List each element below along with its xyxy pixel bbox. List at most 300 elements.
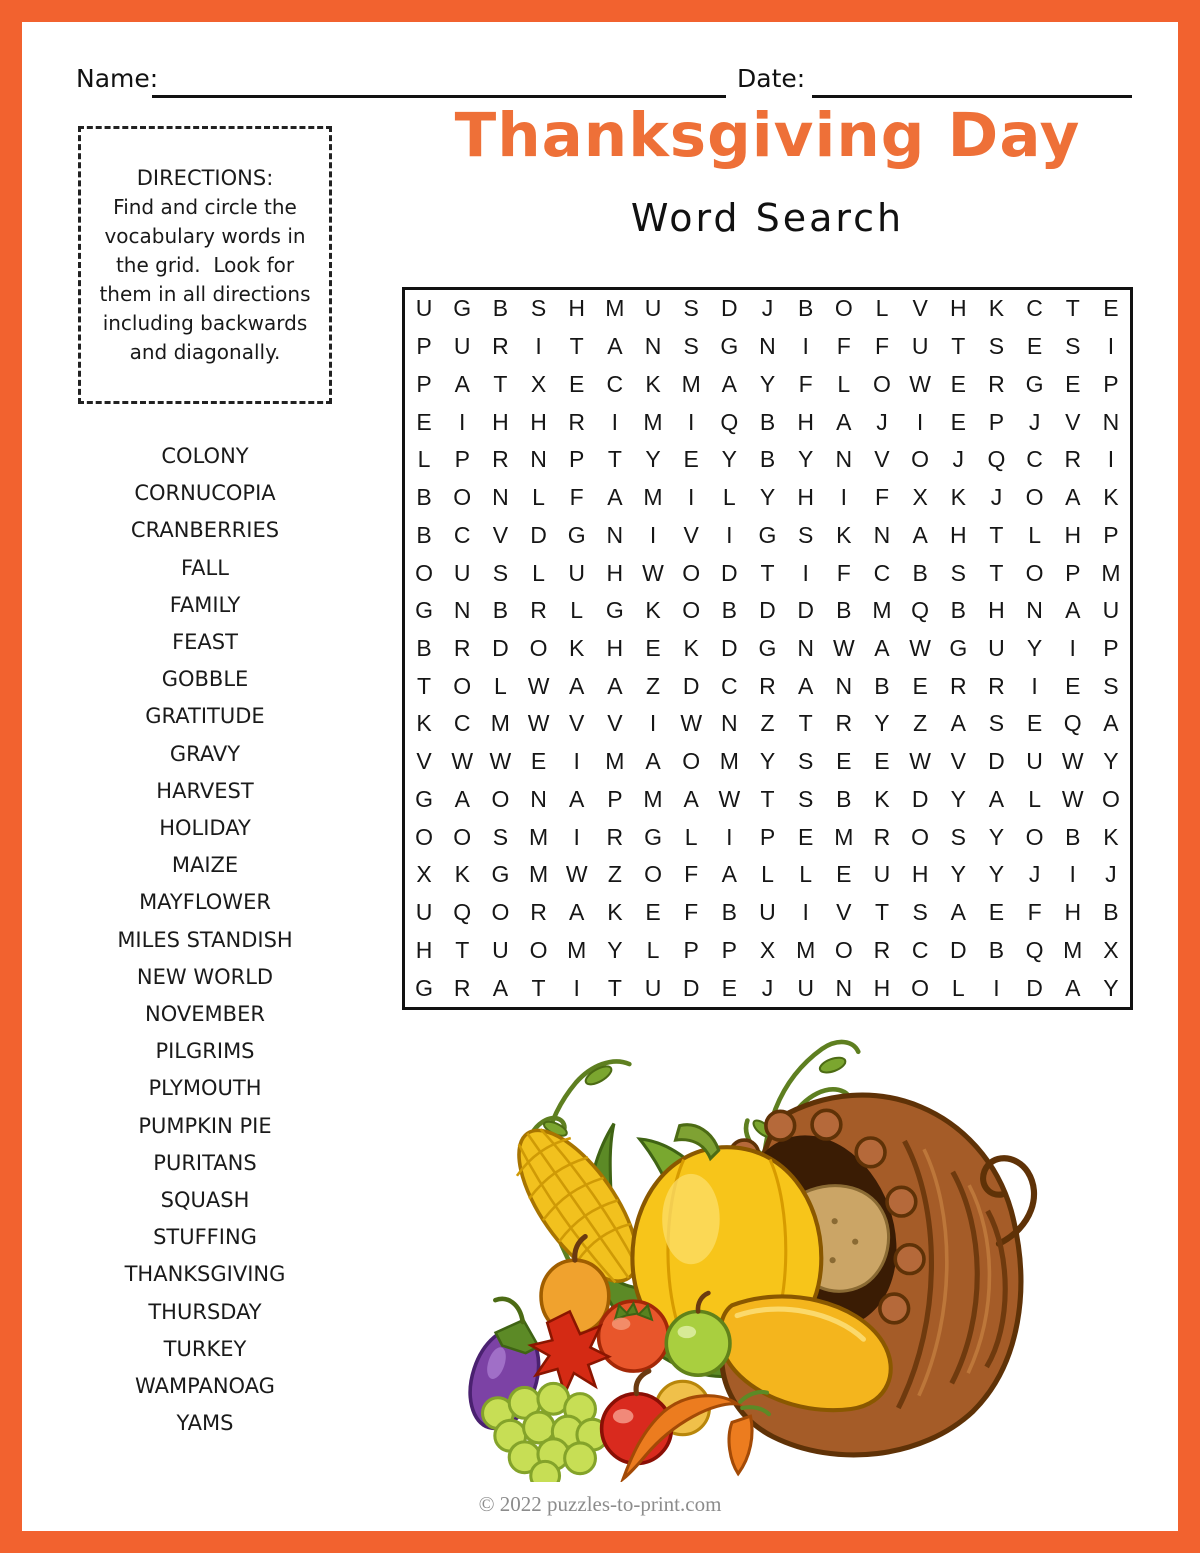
grid-letter: B [1065, 823, 1081, 850]
grid-letter: T [569, 333, 584, 360]
grid-letter: V [1065, 408, 1081, 435]
grid-letter: A [1103, 710, 1119, 737]
grid-letter: J [1028, 861, 1041, 888]
grid-letter: J [761, 974, 774, 1001]
grid-letter: Y [759, 370, 776, 397]
date-field-label: Date: [737, 64, 806, 93]
grid-letter: S [683, 295, 699, 322]
grid-letter: E [645, 899, 661, 926]
grid-letter: A [492, 974, 509, 1001]
grid-letter: O [911, 823, 930, 850]
grid-letter: K [645, 597, 661, 624]
grid-letter: E [1026, 333, 1043, 360]
grid-letter: Z [913, 710, 928, 737]
grid-letter: B [988, 936, 1005, 963]
grid-letter: B [492, 295, 509, 322]
grid-letter: W [909, 634, 931, 661]
grid-letter: N [759, 333, 776, 360]
grid-letter: C [453, 710, 471, 737]
grid-letter: W [909, 748, 931, 775]
grid-letter: G [567, 521, 586, 548]
grid-letter: W [489, 748, 512, 775]
page-subtitle: Word Search [630, 196, 905, 240]
word-list-item: TURKEY [163, 1336, 247, 1361]
grid-letter: Y [1026, 634, 1043, 661]
grid-letter: G [605, 597, 624, 624]
grid-letter: K [1103, 823, 1119, 850]
page-title: Thanksgiving Day [454, 100, 1081, 171]
grid-letter: M [681, 370, 701, 397]
grid-letter: S [492, 823, 509, 850]
grid-letter: A [683, 785, 699, 812]
word-list-item: MAYFLOWER [139, 890, 271, 915]
grid-letter: A [912, 521, 928, 548]
grid-letter: V [607, 710, 623, 737]
grid-letter: O [491, 899, 510, 926]
grid-letter: U [988, 634, 1005, 661]
word-list-item: THURSDAY [148, 1299, 262, 1324]
grid-letter: O [834, 936, 853, 963]
grid-letter: Y [988, 861, 1005, 888]
grid-letter: I [535, 333, 542, 360]
grid-letter: Y [797, 446, 814, 473]
grid-letter: O [453, 823, 472, 850]
grid-letter: T [951, 333, 966, 360]
grid-letter: I [1107, 446, 1115, 473]
grid-letter: U [911, 333, 929, 360]
grid-letter: K [1103, 484, 1119, 511]
word-list-item: PUMPKIN PIE [138, 1113, 272, 1138]
grid-letter: F [874, 333, 889, 360]
grid-letter: H [949, 521, 967, 548]
grid-letter: U [415, 899, 433, 926]
grid-letter: S [797, 521, 814, 548]
grid-letter: B [836, 785, 852, 812]
grid-letter: I [993, 974, 1000, 1001]
grid-letter: M [796, 936, 816, 963]
grid-letter: T [798, 710, 813, 737]
grid-letter: A [454, 785, 470, 812]
grid-letter: A [988, 785, 1005, 812]
grid-letter: O [415, 823, 434, 850]
grid-letter: V [950, 748, 966, 775]
word-list-item: FALL [181, 555, 229, 580]
grid-letter: T [874, 899, 889, 926]
grid-letter: I [649, 521, 657, 548]
grid-letter: L [1028, 785, 1041, 812]
grid-letter: A [569, 785, 585, 812]
grid-letter: T [989, 559, 1004, 586]
date-input-line[interactable] [812, 95, 1132, 98]
grid-letter: M [528, 861, 549, 888]
grid-letter: U [759, 899, 776, 926]
grid-letter: I [802, 559, 809, 586]
grid-letter: R [568, 408, 586, 435]
grid-letter: X [1103, 936, 1119, 963]
grid-letter: N [492, 484, 509, 511]
grid-letter: F [798, 370, 813, 397]
grid-letter: B [416, 521, 432, 548]
grid-letter: V [683, 521, 699, 548]
grid-letter: T [607, 974, 622, 1001]
grid-letter: E [721, 974, 737, 1001]
grid-letter: B [836, 597, 852, 624]
grid-letter: J [990, 484, 1003, 511]
grid-letter: I [916, 408, 924, 435]
grid-letter: O [682, 597, 701, 624]
word-list-item: HOLIDAY [159, 816, 251, 841]
grid-letter: D [949, 936, 967, 963]
word-list-item: GRAVY [169, 741, 241, 766]
grid-letter: D [721, 559, 738, 586]
grid-letter: T [989, 521, 1004, 548]
grid-letter: K [988, 295, 1005, 322]
grid-letter: Y [1103, 974, 1119, 1001]
grid-letter: U [644, 974, 662, 1001]
grid-letter: F [1027, 899, 1042, 926]
grid-letter: P [569, 446, 585, 473]
grid-letter: P [721, 936, 737, 963]
grid-letter: Y [759, 484, 776, 511]
word-list [70, 438, 340, 1442]
grid-letter: L [761, 861, 774, 888]
grid-letter: A [836, 408, 852, 435]
grid-letter: H [911, 861, 929, 888]
grid-letter: F [836, 559, 851, 586]
grid-letter: L [722, 484, 736, 511]
word-list-item: GOBBLE [161, 667, 249, 692]
grid-letter: E [797, 823, 814, 850]
grid-letter: Y [950, 785, 966, 812]
grid-letter: T [531, 974, 546, 1001]
grid-letter: L [1028, 521, 1041, 548]
grid-letter: R [1064, 446, 1082, 473]
footer-copyright: © 2022 puzzles-to-print.com [478, 1492, 722, 1516]
grid-letter: M [643, 484, 663, 511]
grid-letter: X [530, 370, 547, 397]
grid-letter: U [492, 936, 509, 963]
grid-letter: L [417, 446, 431, 473]
grid-letter: H [1064, 899, 1082, 926]
grid-letter: R [988, 672, 1005, 699]
grid-letter: G [758, 521, 777, 548]
grid-letter: U [873, 861, 891, 888]
grid-letter: I [726, 823, 733, 850]
word-list-item: FEAST [172, 630, 238, 655]
grid-letter: I [573, 823, 580, 850]
grid-letter: R [530, 899, 547, 926]
grid-letter: B [759, 408, 776, 435]
grid-letter: W [1061, 748, 1084, 775]
grid-letter: Y [1103, 748, 1119, 775]
grid-letter: M [490, 710, 510, 737]
grid-letter: S [797, 748, 814, 775]
grid-letter: G [491, 861, 510, 888]
grid-letter: Y [645, 446, 661, 473]
grid-letter: W [527, 710, 550, 737]
grid-letter: A [721, 370, 737, 397]
grid-letter: E [1065, 370, 1081, 397]
grid-letter: M [567, 936, 587, 963]
grid-letter: S [950, 823, 966, 850]
grid-letter: T [493, 370, 508, 397]
grid-letter: H [1064, 521, 1082, 548]
word-list-item: NEW WORLD [136, 964, 274, 989]
grid-letter: E [1026, 710, 1043, 737]
grid-letter: O [453, 672, 472, 699]
grid-letter: E [912, 672, 928, 699]
grid-letter: E [836, 748, 852, 775]
grid-letter: O [1101, 785, 1120, 812]
grid-letter: B [721, 899, 737, 926]
grid-letter: U [453, 559, 471, 586]
grid-letter: K [950, 484, 966, 511]
grid-letter: V [569, 710, 585, 737]
grid-letter: V [492, 521, 509, 548]
grid-letter: D [682, 974, 700, 1001]
grid-letter: G [644, 823, 662, 850]
grid-letter: N [797, 634, 814, 661]
grid-letter: E [683, 446, 699, 473]
grid-letter: A [569, 672, 585, 699]
grid-letter: O [834, 295, 853, 322]
grid-letter: D [682, 672, 700, 699]
grid-letter: U [453, 333, 471, 360]
grid-letter: M [643, 408, 663, 435]
grid-letter: T [417, 672, 432, 699]
grid-letter: P [759, 823, 776, 850]
grid-letter: P [416, 370, 432, 397]
grid-letter: W [642, 559, 664, 586]
grid-letter: L [570, 597, 584, 624]
word-list-item: COLONY [161, 444, 249, 468]
word-list-item: CORNUCOPIA [134, 481, 276, 506]
grid-letter: P [1103, 634, 1119, 661]
word-list-item: NOVEMBER [145, 1002, 265, 1027]
grid-letter: N [453, 597, 471, 624]
grid-letter: B [912, 559, 928, 586]
grid-letter: B [950, 597, 966, 624]
grid-letter: A [607, 333, 623, 360]
grid-letter: K [683, 634, 699, 661]
grid-letter: E [1103, 295, 1119, 322]
grid-letter: S [530, 295, 547, 322]
grid-letter: M [872, 597, 892, 624]
grid-letter: I [687, 484, 695, 511]
grid-letter: R [759, 672, 776, 699]
grid-letter: W [832, 634, 855, 661]
grid-letter: C [453, 521, 471, 548]
grid-letter: I [573, 748, 580, 775]
grid-letter: V [912, 295, 928, 322]
grid-letter: Q [453, 899, 472, 926]
grid-letter: O [415, 559, 434, 586]
grid-letter: R [530, 597, 547, 624]
grid-letter: A [797, 672, 814, 699]
grid-letter: A [1065, 974, 1081, 1001]
grid-letter: J [1105, 861, 1117, 888]
grid-letter: E [645, 634, 661, 661]
grid-letter: F [836, 333, 851, 360]
grid-letter: O [911, 974, 930, 1001]
grid-letter: J [952, 446, 965, 473]
grid-letter: L [951, 974, 965, 1001]
grid-letter: W [1061, 785, 1084, 812]
grid-letter: H [988, 597, 1005, 624]
tomato-icon [599, 1301, 669, 1371]
grid-letter: O [529, 936, 548, 963]
grid-letter: I [1069, 634, 1076, 661]
letter-grid [402, 287, 1133, 1010]
grid-letter: W [451, 748, 474, 775]
grid-letter: M [605, 295, 625, 322]
grid-letter: J [876, 408, 888, 435]
grid-letter: W [527, 672, 550, 699]
grid-letter: U [415, 295, 433, 322]
grid-letter: A [950, 899, 966, 926]
grid-letter: R [988, 370, 1005, 397]
grid-letter: A [1065, 597, 1081, 624]
grid-letter: D [492, 634, 509, 661]
grid-letter: L [799, 861, 813, 888]
grid-letter: V [836, 899, 852, 926]
grid-letter: L [646, 936, 660, 963]
name-field-label: Name: [76, 64, 159, 93]
grid-letter: E [569, 370, 585, 397]
grid-letter: C [606, 370, 624, 397]
grid-letter: T [455, 936, 470, 963]
grid-letter: D [721, 295, 738, 322]
grid-letter: Q [1025, 936, 1044, 963]
grid-letter: P [683, 936, 699, 963]
grid-letter: S [988, 333, 1005, 360]
directions-box [78, 126, 332, 404]
grid-letter: O [1025, 484, 1044, 511]
grid-letter: S [912, 899, 928, 926]
grid-letter: P [1103, 370, 1119, 397]
grid-letter: Z [607, 861, 622, 888]
grid-letter: B [416, 484, 432, 511]
grid-letter: M [834, 823, 854, 850]
grid-letter: K [874, 785, 890, 812]
grid-letter: E [836, 861, 852, 888]
grid-letter: E [950, 408, 966, 435]
grid-letter: M [1101, 559, 1121, 586]
grid-letter: N [1102, 408, 1120, 435]
grid-letter: G [453, 295, 472, 322]
cornucopia-illustration [424, 1026, 1040, 1482]
grid-letter: E [874, 748, 890, 775]
grid-letter: A [950, 710, 966, 737]
grid-letter: G [415, 597, 434, 624]
grid-letter: L [532, 484, 545, 511]
grid-letter: G [1025, 370, 1044, 397]
grid-letter: O [873, 370, 891, 397]
grid-letter: W [718, 785, 741, 812]
grid-letter: S [492, 559, 509, 586]
grid-letter: O [682, 748, 701, 775]
grid-letter: F [874, 484, 889, 511]
grid-letter: N [721, 710, 738, 737]
grid-letter: L [837, 370, 851, 397]
grid-letter: L [493, 672, 507, 699]
grid-letter: O [491, 785, 510, 812]
grid-letter: S [1065, 333, 1081, 360]
word-list-item: PILGRIMS [155, 1039, 255, 1064]
grid-letter: K [416, 710, 432, 737]
grid-letter: A [645, 748, 661, 775]
grid-letter: S [988, 710, 1005, 737]
grid-letter: P [454, 446, 470, 473]
grid-letter: I [573, 974, 580, 1001]
word-list-item: THANKSGIVING [124, 1262, 286, 1287]
grid-letter: S [1103, 672, 1119, 699]
word-list-item: MAIZE [171, 853, 239, 878]
directions-text: Find and circle the vocabulary words in the grid. Look for them in all directions including backwards and diagonally. [99, 194, 317, 364]
grid-letter: O [682, 559, 701, 586]
grid-letter: I [649, 710, 657, 737]
name-input-line[interactable] [152, 95, 726, 98]
grid-letter: T [760, 785, 775, 812]
grid-letter: V [416, 748, 432, 775]
grid-letter: K [836, 521, 852, 548]
grid-letter: R [873, 823, 891, 850]
grid-letter: E [530, 748, 547, 775]
grid-letter: X [912, 484, 928, 511]
grid-letter: K [569, 634, 585, 661]
grid-letter: Q [911, 597, 930, 624]
grid-letter: D [530, 521, 547, 548]
grid-letter: I [611, 408, 619, 435]
grid-letter: A [874, 634, 890, 661]
grid-letter: I [1069, 861, 1076, 888]
grid-letter: A [607, 672, 623, 699]
grid-letter: Y [607, 936, 623, 963]
grid-letter: A [1065, 484, 1081, 511]
grid-letter: I [687, 408, 695, 435]
grid-letter: I [459, 408, 466, 435]
grid-letter: B [797, 295, 814, 322]
grid-letter: M [605, 748, 625, 775]
grid-letter: N [1026, 597, 1043, 624]
grid-letter: B [721, 597, 737, 624]
grid-letter: N [644, 333, 662, 360]
grid-letter: R [606, 823, 624, 850]
grid-letter: I [840, 484, 847, 511]
word-list-item: SQUASH [160, 1188, 250, 1213]
grid-letter: U [568, 559, 586, 586]
grid-letter: Q [987, 446, 1006, 473]
grid-letter: A [454, 370, 470, 397]
grid-letter: E [988, 899, 1005, 926]
grid-letter: M [643, 785, 663, 812]
grid-letter: A [721, 861, 737, 888]
grid-letter: H [606, 634, 624, 661]
grid-letter: R [453, 634, 471, 661]
word-list-item: FAMILY [169, 592, 241, 617]
grid-letter: Z [645, 672, 661, 699]
grid-letter: C [873, 559, 891, 586]
grid-letter: Y [988, 823, 1005, 850]
grid-letter: D [721, 634, 738, 661]
word-list-item: PURITANS [153, 1150, 257, 1175]
grid-letter: U [797, 974, 814, 1001]
grid-letter: H [415, 936, 433, 963]
grid-letter: Q [720, 408, 739, 435]
grid-letter: C [1026, 446, 1043, 473]
grid-letter: N [835, 974, 853, 1001]
grid-letter: P [607, 785, 623, 812]
